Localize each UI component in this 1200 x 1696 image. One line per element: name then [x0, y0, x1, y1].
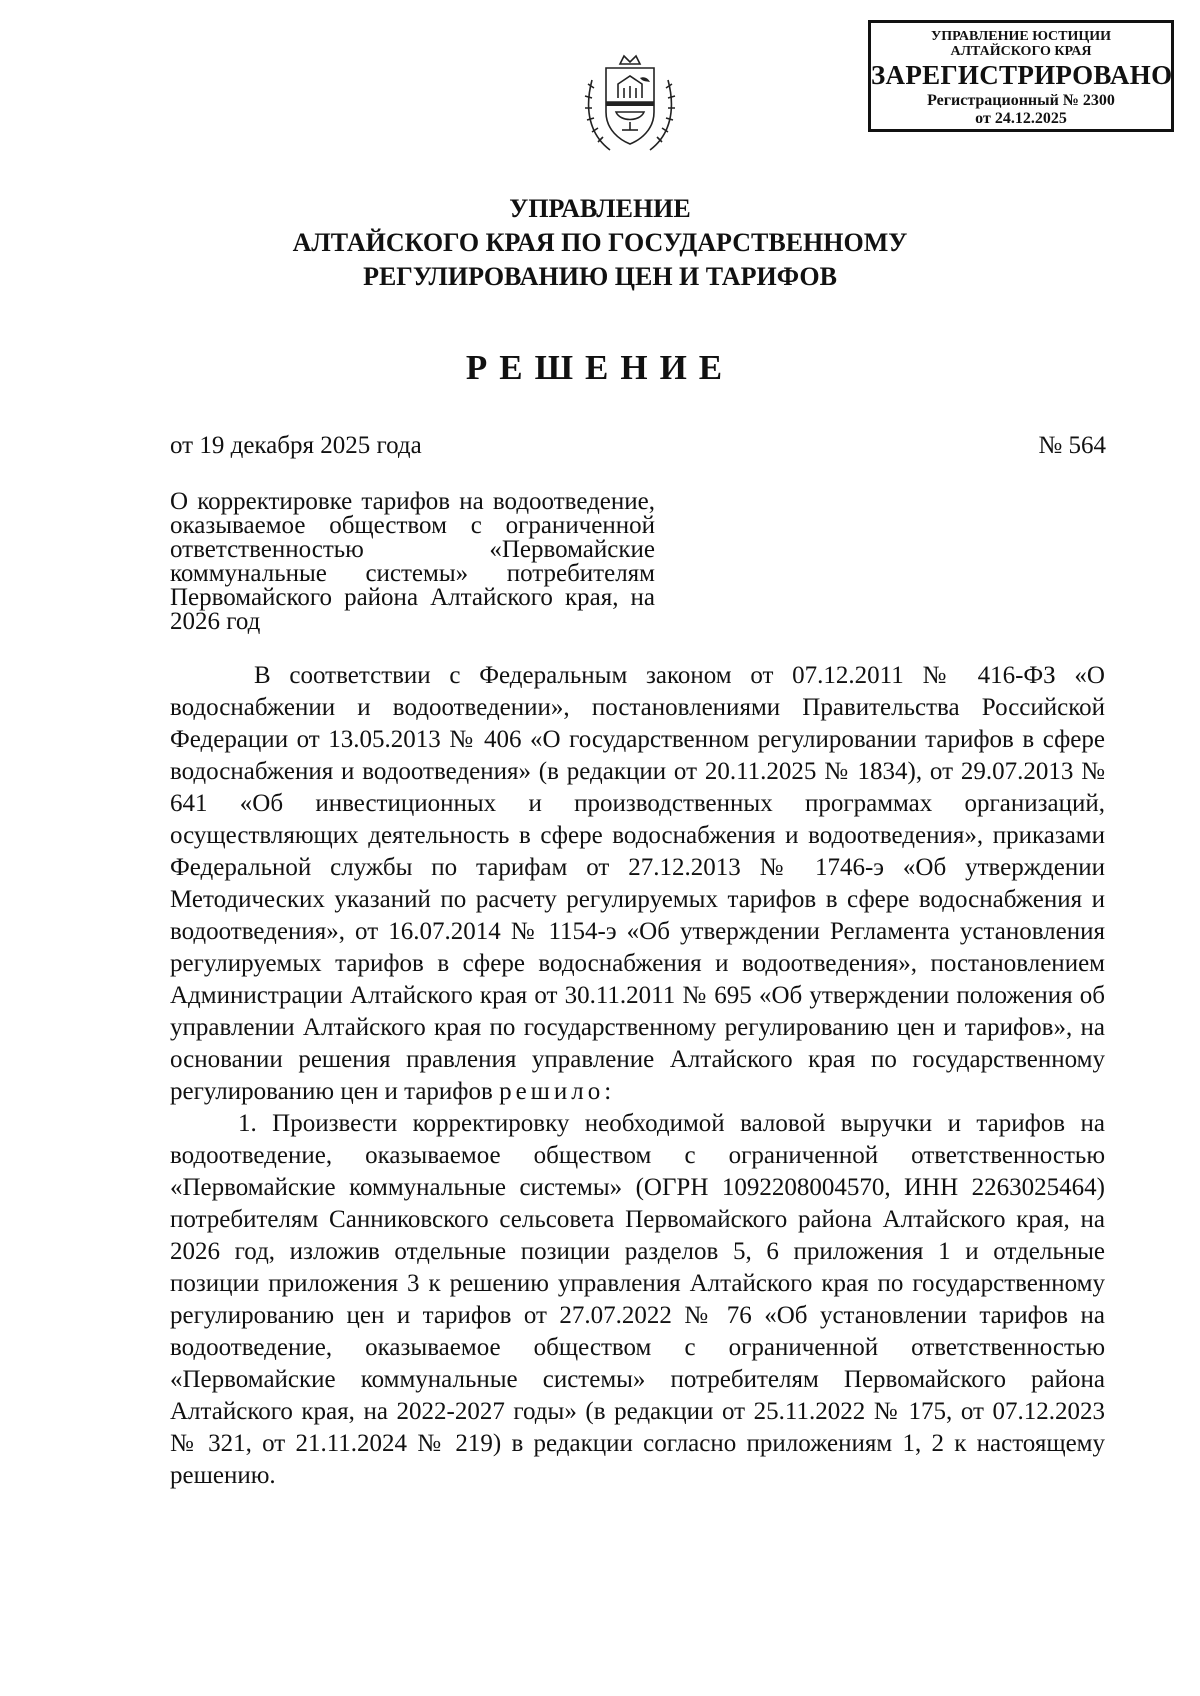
- stamp-authority-line1: УПРАВЛЕНИЕ ЮСТИЦИИ: [931, 29, 1111, 44]
- stamp-reg-number: Регистрационный № 2300: [927, 92, 1115, 109]
- org-line-2: АЛТАЙСКОГО КРАЯ ПО ГОСУДАРСТВЕННОМУ: [292, 228, 908, 257]
- registration-stamp: [868, 20, 1174, 132]
- coat-of-arms-icon: [580, 50, 680, 160]
- stamp-authority-line2: АЛТАЙСКОГО КРАЯ: [950, 44, 1092, 59]
- clause-1-paragraph: 1. Произвести корректировку необходимой валовой выручки и тарифов на водоотведение, оказываемое обществом с ограниченной ответственностью «Первомайские коммунальные системы» (ОГРН 1092208004570, ИНН 2263025464) потребителям Санниковского сельсовета Первомайского района Алтайского края, на 2026 год, изложив отдельные позиции разделов 5, 6 приложения 1 и отдельные позиции приложения 3 к решению управления Алтайского края по государственному регулированию цен и тарифов от 27.07.2022 № 76 «Об установлении тарифов на водоотведение, оказываемое обществом с ограниченной ответственностью «Первомайские коммунальные системы» потребителям Первомайского района Алтайского края, на 2022-2027 годы» (в редакции от 25.11.2022 № 175, от 07.12.2023 № 321, от 21.11.2024 № 219) в редакции согласно приложениям 1, 2 к настоящему решению.: [170, 1110, 1105, 1489]
- org-line-3: РЕГУЛИРОВАНИЮ ЦЕН И ТАРИФОВ: [363, 262, 837, 291]
- document-subject: О корректировке тарифов на водоотведение, оказываемое обществом с ограниченной ответственностью «Первомайские коммунальные системы» потребителям Первомайского района Алтайского края, на 2026 год: [170, 488, 655, 635]
- stamp-status: ЗАРЕГИСТРИРОВАНО: [871, 60, 1173, 90]
- document-body: [170, 660, 1105, 1492]
- preamble-text: В соответствии с Федеральным законом от 07.12.2011 № 416-ФЗ «О водоснабжении и водоотведении», постановлениями Правительства Российской Федерации от 13.05.2013 № 406 «О государственном регулировании тарифов в сфере водоснабжения и водоотведения» (в редакции от 20.11.2025 № 1834), от 29.07.2013 № 641 «Об инвестиционных и производственных программах организаций, осуществляющих деятельность в сфере водоснабжения и водоотведения», приказами Федеральной службы по тарифам от 27.12.2013 № 1746-э «Об утверждении Методических указаний по расчету регулируемых тарифов в сфере водоснабжения и водоотведения», от 16.07.2014 № 1154-э «Об утверждении Регламента установления регулируемых тарифов в сфере водоснабжения и водоотведения», постановлением Администрации Алтайского края от 30.11.2011 № 695 «Об утверждении положения об управлении Алтайского края по государственному регулированию цен и тарифов», на основании решения правления управление Алтайского края по государственному регулированию цен и тарифов: [170, 662, 1105, 1105]
- decision-word: решило:: [499, 1078, 616, 1105]
- preamble-paragraph: [170, 660, 1105, 1108]
- org-line-1: УПРАВЛЕНИЕ: [509, 194, 691, 223]
- document-date: от 19 декабря 2025 года: [170, 432, 422, 459]
- stamp-reg-date: от 24.12.2025: [975, 110, 1067, 127]
- document-number: № 564: [1038, 432, 1106, 459]
- document-type-title: РЕШЕНИЕ: [465, 348, 735, 387]
- issuing-organization: [200, 192, 1000, 294]
